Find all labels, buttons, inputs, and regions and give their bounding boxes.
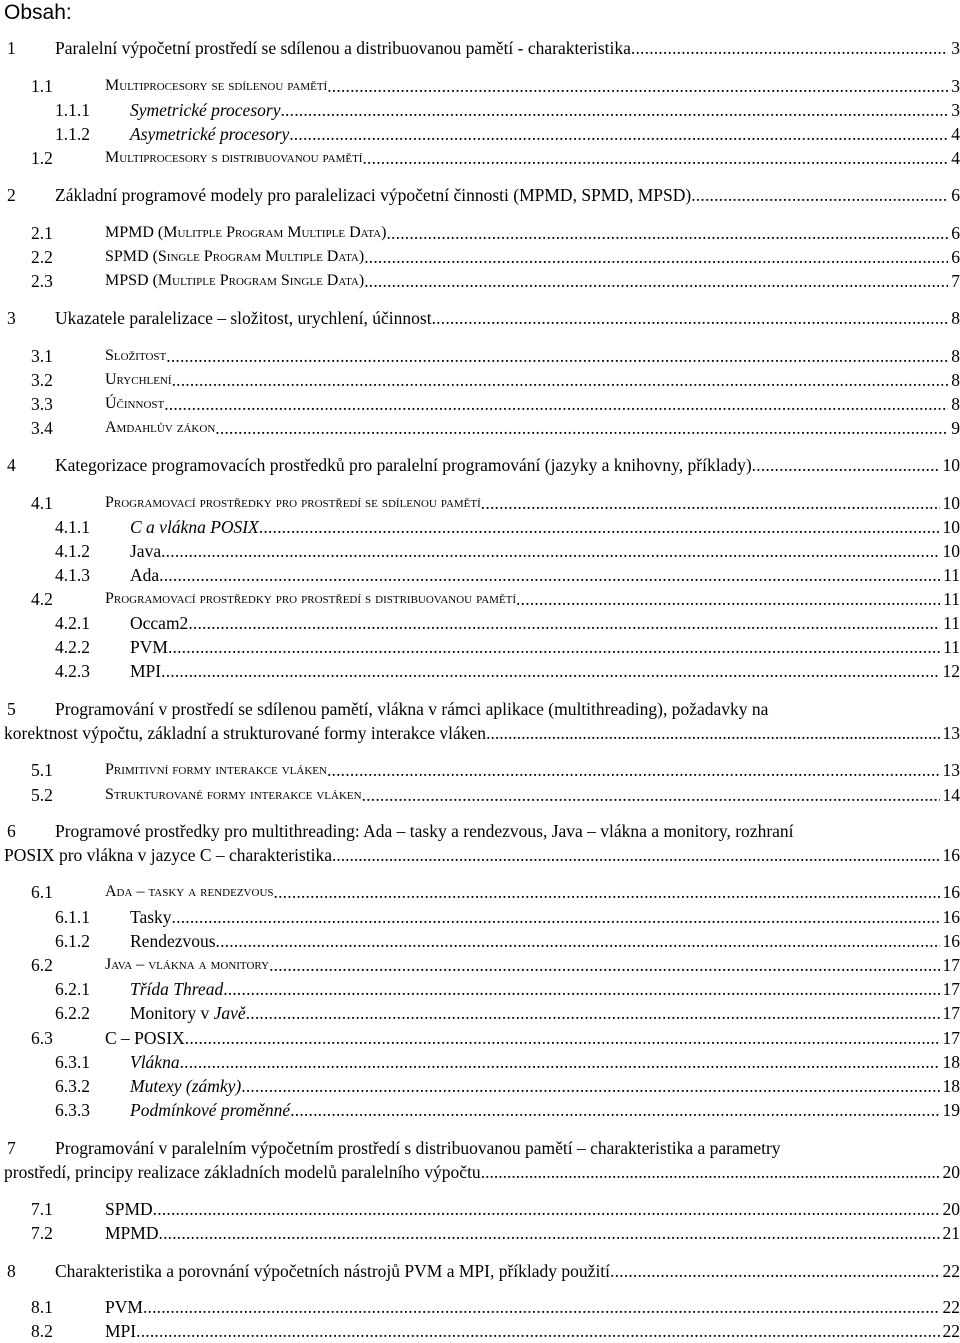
toc-title: SPMD bbox=[105, 1197, 153, 1221]
toc-entry-6-3-3[interactable] bbox=[0, 1098, 960, 1122]
toc-title: Strukturované formy interakce vláken bbox=[105, 783, 362, 807]
toc-entry-4-1-2[interactable] bbox=[0, 539, 960, 563]
toc-number: 6.3.2 bbox=[55, 1074, 90, 1098]
toc-entry-4-2-2[interactable] bbox=[0, 635, 960, 659]
toc-title-italic-part: Javě bbox=[214, 1003, 246, 1023]
toc-page: 8 bbox=[948, 368, 960, 392]
toc-entry-1[interactable] bbox=[0, 36, 960, 60]
toc-number: 6.1.2 bbox=[55, 929, 90, 953]
toc-title: Charakteristika a porovnání výpočetních nástrojů PVM a MPI, příklady použití bbox=[55, 1259, 610, 1283]
toc-entry-5-1[interactable] bbox=[0, 758, 960, 782]
toc-entry-3-4[interactable] bbox=[0, 416, 960, 440]
toc-page: 4 bbox=[948, 122, 960, 146]
toc-title: Ada bbox=[130, 563, 159, 587]
toc-page: 16 bbox=[940, 905, 960, 929]
toc-page: 6 bbox=[948, 245, 960, 269]
toc-entry-4-1[interactable] bbox=[0, 491, 960, 515]
toc-entry-2-3[interactable] bbox=[0, 269, 960, 293]
toc-title: MPSD (Multiple Program Single Data) bbox=[105, 269, 364, 293]
toc-title-line-2: POSIX pro vlákna v jazyce C – charakteristika bbox=[4, 843, 332, 867]
toc-number: 6.2 bbox=[31, 953, 53, 977]
toc-page: 8 bbox=[948, 392, 960, 416]
toc-number: 3.3 bbox=[31, 392, 53, 416]
toc-number: 4.2.3 bbox=[55, 659, 90, 683]
toc-title: MPI bbox=[105, 1319, 136, 1343]
toc-number: 7.1 bbox=[31, 1197, 53, 1221]
toc-entry-8-1[interactable] bbox=[0, 1295, 960, 1319]
toc-entry-5-2[interactable] bbox=[0, 783, 960, 807]
toc-number: 5 bbox=[7, 697, 16, 721]
toc-title: Složitost bbox=[105, 344, 166, 368]
toc-entry-6-2-2[interactable] bbox=[0, 1001, 960, 1025]
toc-title: Java – vlákna a monitory bbox=[105, 953, 269, 977]
toc-title-line-1: Programování v prostředí se sdílenou pamětí, vlákna v rámci aplikace (multithreading), požadavky na bbox=[55, 697, 960, 721]
toc-page: 13 bbox=[940, 758, 960, 782]
toc-number: 3 bbox=[7, 306, 16, 330]
toc-title: Paralelní výpočetní prostředí se sdílenou a distribuovanou pamětí - charakteristika bbox=[55, 36, 631, 60]
toc-entry-1-1[interactable] bbox=[0, 74, 960, 98]
toc-page: 18 bbox=[940, 1050, 960, 1074]
toc-number: 6.1.1 bbox=[55, 905, 90, 929]
toc-entry-6-1[interactable] bbox=[0, 880, 960, 904]
toc-entry-1-1-2[interactable] bbox=[0, 122, 960, 146]
toc-number: 6 bbox=[7, 819, 16, 843]
toc-title: Java bbox=[130, 539, 161, 563]
toc-page: 22 bbox=[940, 1259, 960, 1283]
toc-page: 10 bbox=[940, 491, 960, 515]
toc-number: 3.2 bbox=[31, 368, 53, 392]
toc-page: 22 bbox=[940, 1319, 960, 1343]
toc-number: 1.1 bbox=[31, 74, 53, 98]
toc-entry-2-1[interactable] bbox=[0, 221, 960, 245]
toc-number: 3.1 bbox=[31, 344, 53, 368]
toc-number: 6.1 bbox=[31, 880, 53, 904]
toc-title: C a vlákna POSIX bbox=[130, 515, 259, 539]
toc-number: 7 bbox=[7, 1136, 16, 1160]
toc-number: 8.1 bbox=[31, 1295, 53, 1319]
toc-page: 16 bbox=[940, 843, 960, 867]
toc-page: 16 bbox=[940, 929, 960, 953]
toc-page: 14 bbox=[940, 783, 960, 807]
toc-page: 9 bbox=[948, 416, 960, 440]
toc-number: 4.2.1 bbox=[55, 611, 90, 635]
toc-title bbox=[130, 1001, 246, 1025]
toc-entry-3-3[interactable] bbox=[0, 392, 960, 416]
toc-entry-6-2-1[interactable] bbox=[0, 977, 960, 1001]
toc-number: 8.2 bbox=[31, 1319, 53, 1343]
toc-number: 5.1 bbox=[31, 758, 53, 782]
toc-title: Účinnost bbox=[105, 392, 164, 416]
toc-title: MPMD (Mulitple Program Multiple Data) bbox=[105, 221, 386, 245]
toc-title: Základní programové modely pro paralelizaci výpočetní činnosti (MPMD, SPMD, MPSD) bbox=[55, 183, 691, 207]
toc-page: 12 bbox=[940, 659, 960, 683]
toc-page: 20 bbox=[940, 1160, 960, 1184]
toc-number: 4.1.3 bbox=[55, 563, 90, 587]
toc-page: 6 bbox=[948, 221, 960, 245]
toc-page: 17 bbox=[940, 977, 960, 1001]
toc-entry-4-2-3[interactable] bbox=[0, 659, 960, 683]
toc-number: 6.3.1 bbox=[55, 1050, 90, 1074]
toc-page: 3 bbox=[948, 98, 960, 122]
toc-entry-3-2[interactable] bbox=[0, 368, 960, 392]
toc-number: 1.1.1 bbox=[55, 98, 90, 122]
toc-number: 6.2.1 bbox=[55, 977, 90, 1001]
toc-entry-4-2[interactable] bbox=[0, 587, 960, 611]
toc-title: Podmínkové proměnné bbox=[130, 1098, 290, 1122]
toc-title: Ukazatele paralelizace – složitost, urychlení, účinnost bbox=[55, 306, 432, 330]
toc-page: 3 bbox=[948, 74, 960, 98]
toc-entry-4-2-1[interactable] bbox=[0, 611, 960, 635]
toc-title: C – POSIX bbox=[105, 1026, 185, 1050]
toc-title: Třída Thread bbox=[130, 977, 223, 1001]
toc-title: Rendezvous bbox=[130, 929, 216, 953]
toc-entry-8[interactable] bbox=[0, 1259, 960, 1283]
toc-title-line-2: prostředí, principy realizace základních modelů paralelního výpočtu bbox=[4, 1160, 481, 1184]
toc-page: 8 bbox=[948, 344, 960, 368]
toc-title: Kategorizace programovacích prostředků pro paralelní programování (jazyky a knihovny, příklady) bbox=[55, 453, 752, 477]
toc-page: 20 bbox=[940, 1197, 960, 1221]
toc-page: 3 bbox=[948, 36, 960, 60]
toc-title: Primitivní formy interakce vláken bbox=[105, 758, 327, 782]
toc-entry-4-1-3[interactable] bbox=[0, 563, 960, 587]
toc-title: Asymetrické procesory bbox=[130, 122, 289, 146]
toc-entry-1-2[interactable] bbox=[0, 146, 960, 170]
toc-number: 2.2 bbox=[31, 245, 53, 269]
toc-title: PVM bbox=[105, 1295, 143, 1319]
toc-number: 6.2.2 bbox=[55, 1001, 90, 1025]
toc-title: Urychlení bbox=[105, 368, 172, 392]
toc-page: 21 bbox=[940, 1221, 960, 1245]
toc-entry-3-1[interactable] bbox=[0, 344, 960, 368]
toc-title: SPMD (Single Program Multiple Data) bbox=[105, 245, 364, 269]
toc-entry-1-1-1[interactable] bbox=[0, 98, 960, 122]
toc-page: 17 bbox=[940, 1001, 960, 1025]
toc-page: 8 bbox=[948, 306, 960, 330]
toc-entry-6-1-2[interactable] bbox=[0, 929, 960, 953]
toc-entry-7-2[interactable] bbox=[0, 1221, 960, 1245]
toc-page: 17 bbox=[940, 1026, 960, 1050]
toc-page: 11 bbox=[940, 611, 960, 635]
toc-page: 13 bbox=[940, 721, 960, 745]
toc-page: 19 bbox=[940, 1098, 960, 1122]
toc-title: MPI bbox=[130, 659, 161, 683]
toc-entry-3[interactable] bbox=[0, 306, 960, 330]
toc-title: Vlákna bbox=[130, 1050, 180, 1074]
toc-entry-6-3-1[interactable] bbox=[0, 1050, 960, 1074]
toc-number: 1.2 bbox=[31, 146, 53, 170]
toc-page: 7 bbox=[948, 269, 960, 293]
toc-page: 11 bbox=[940, 635, 960, 659]
toc-page: 17 bbox=[940, 953, 960, 977]
toc-entry-4[interactable] bbox=[0, 453, 960, 477]
toc-title: Ada – tasky a rendezvous bbox=[105, 880, 274, 904]
toc-entry-6-3-2[interactable] bbox=[0, 1074, 960, 1098]
toc-title: Occam2 bbox=[130, 611, 188, 635]
toc-number: 6.3.3 bbox=[55, 1098, 90, 1122]
toc-number: 4.1 bbox=[31, 491, 53, 515]
toc-title-line-1: Programování v paralelním výpočetním prostředí s distribuovanou pamětí – charakteristika a parametry bbox=[55, 1136, 960, 1160]
toc-number: 4 bbox=[7, 453, 16, 477]
toc-number: 2 bbox=[7, 183, 16, 207]
toc-title: Multiprocesory se sdílenou pamětí bbox=[105, 74, 327, 98]
toc-page: 10 bbox=[940, 539, 960, 563]
toc-title: MPMD bbox=[105, 1221, 159, 1245]
toc-number: 1 bbox=[7, 36, 16, 60]
page-title: Obsah: bbox=[4, 0, 72, 26]
toc-entry-6-1-1[interactable] bbox=[0, 905, 960, 929]
toc-number: 4.1.1 bbox=[55, 515, 90, 539]
toc-page: 11 bbox=[940, 563, 960, 587]
toc-entry-2[interactable] bbox=[0, 183, 960, 207]
toc-title-line-1: Programové prostředky pro multithreading: Ada – tasky a rendezvous, Java – vlákna a monitory, rozhraní bbox=[55, 819, 960, 843]
toc-page: 16 bbox=[940, 880, 960, 904]
toc-title: Mutexy (zámky) bbox=[130, 1074, 241, 1098]
toc-entry-4-1-1[interactable] bbox=[0, 515, 960, 539]
toc-title-part: Monitory v bbox=[130, 1003, 214, 1023]
toc-title: Tasky bbox=[130, 905, 172, 929]
toc-title: PVM bbox=[130, 635, 168, 659]
toc-title: Multiprocesory s distribuovanou pamětí bbox=[105, 146, 362, 170]
toc-page: 11 bbox=[940, 587, 960, 611]
toc-page: 4 bbox=[948, 146, 960, 170]
toc-entry-2-2[interactable] bbox=[0, 245, 960, 269]
toc-title: Programovací prostředky pro prostředí s distribuovanou pamětí bbox=[105, 587, 516, 611]
toc-entry-6-2[interactable] bbox=[0, 953, 960, 977]
toc-entry-7-1[interactable] bbox=[0, 1197, 960, 1221]
toc-page: 18 bbox=[940, 1074, 960, 1098]
toc-title: Symetrické procesory bbox=[130, 98, 280, 122]
toc-page: 6 bbox=[948, 183, 960, 207]
toc-title-line-2: korektnost výpočtu, základní a strukturované formy interakce vláken bbox=[4, 721, 486, 745]
toc-entry-6-3[interactable] bbox=[0, 1026, 960, 1050]
toc-number: 2.3 bbox=[31, 269, 53, 293]
toc-page: 10 bbox=[940, 515, 960, 539]
toc-page: 22 bbox=[940, 1295, 960, 1319]
toc-number: 7.2 bbox=[31, 1221, 53, 1245]
toc-number: 8 bbox=[7, 1259, 16, 1283]
toc-number: 6.3 bbox=[31, 1026, 53, 1050]
toc-number: 4.2 bbox=[31, 587, 53, 611]
toc-number: 1.1.2 bbox=[55, 122, 90, 146]
toc-page: 10 bbox=[940, 453, 960, 477]
toc-number: 5.2 bbox=[31, 783, 53, 807]
toc-title: Programovací prostředky pro prostředí se sdílenou pamětí bbox=[105, 491, 481, 515]
toc-number: 2.1 bbox=[31, 221, 53, 245]
toc-number: 3.4 bbox=[31, 416, 53, 440]
toc-entry-8-2[interactable] bbox=[0, 1319, 960, 1343]
toc-title: Amdahlův zákon bbox=[105, 416, 215, 440]
toc-number: 4.2.2 bbox=[55, 635, 90, 659]
toc-number: 4.1.2 bbox=[55, 539, 90, 563]
